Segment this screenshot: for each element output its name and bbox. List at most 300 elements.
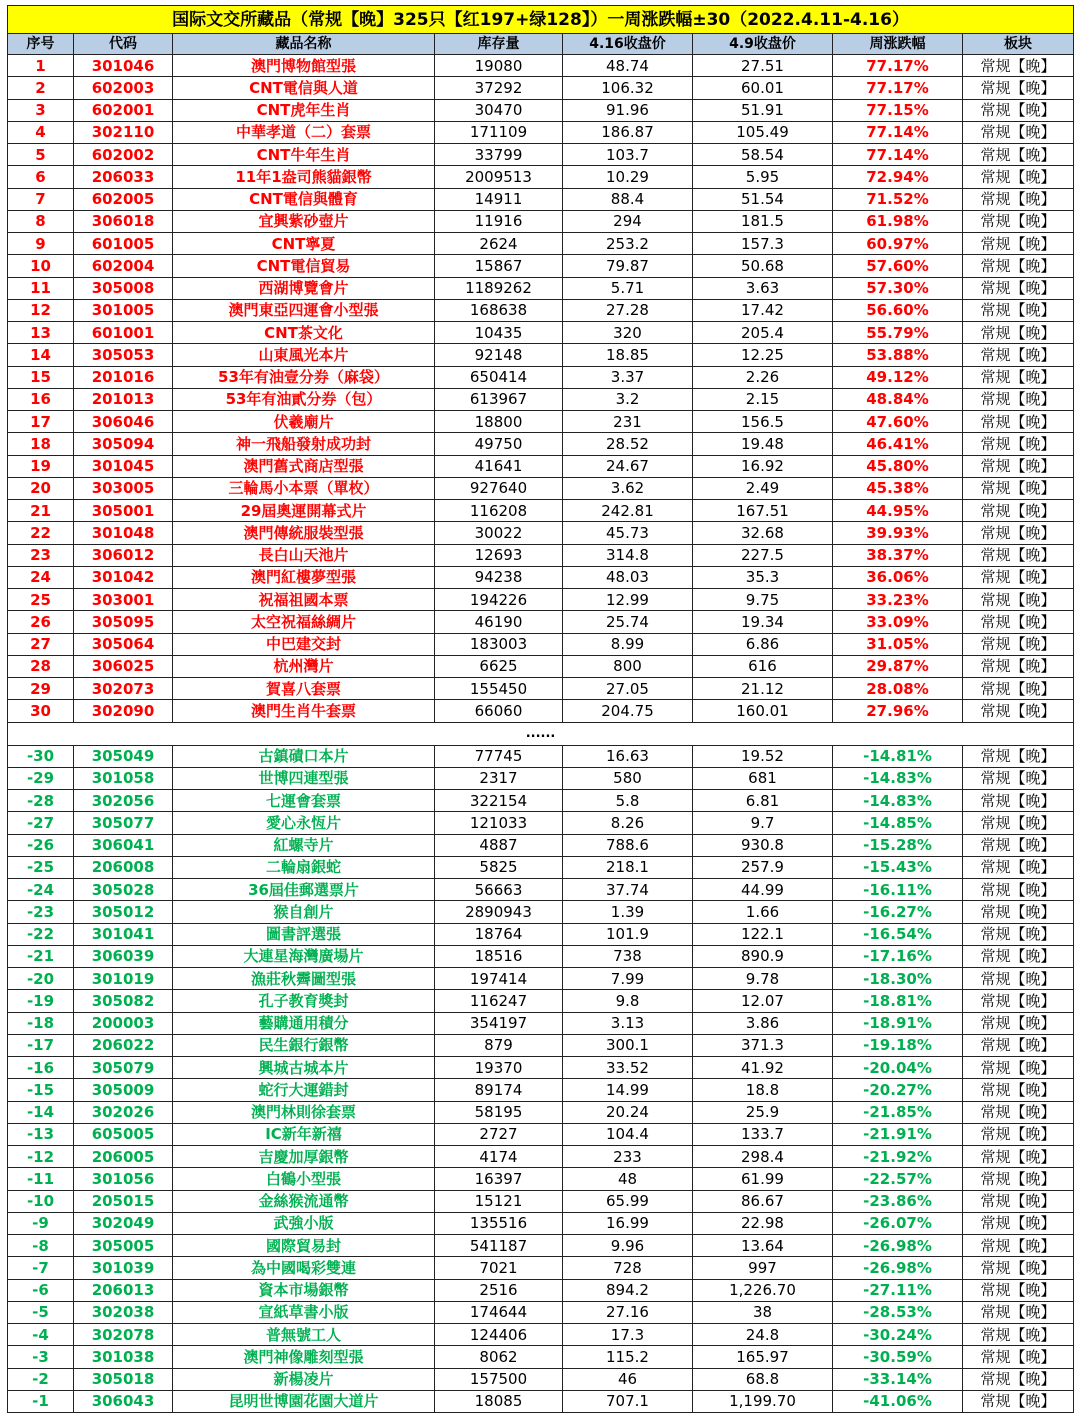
cell-stock: 66060 [435,700,563,722]
cell-chg: -16.54% [833,923,963,945]
table-row [8,366,1074,388]
cell-rank: -14 [8,1101,74,1123]
cell-code: 301056 [74,1168,173,1190]
cell-rank: 2 [8,77,74,99]
cell-p1: 3.2 [563,388,693,410]
cell-name: 澳門紅樓夢型張 [173,566,435,588]
cell-board: 常规【晚】 [963,655,1074,677]
cell-board: 常规【晚】 [963,55,1074,77]
cell-rank: -23 [8,901,74,923]
cell-code: 306046 [74,411,173,433]
table-row [8,277,1074,299]
cell-p2: 12.25 [693,344,833,366]
cell-chg: -15.28% [833,834,963,856]
cell-chg: 48.84% [833,388,963,410]
cell-p2: 50.68 [693,255,833,277]
cell-rank: 23 [8,544,74,566]
cell-rank: -28 [8,790,74,812]
cell-p2: 24.8 [693,1324,833,1346]
cell-p2: 38 [693,1301,833,1323]
cell-stock: 5825 [435,856,563,878]
cell-name: 澳門東亞四運會小型張 [173,299,435,321]
cell-p1: 314.8 [563,544,693,566]
cell-chg: -30.59% [833,1346,963,1368]
cell-board: 常规【晚】 [963,99,1074,121]
cell-stock: 124406 [435,1324,563,1346]
cell-code: 306025 [74,655,173,677]
cell-p2: 61.99 [693,1168,833,1190]
cell-chg: 38.37% [833,544,963,566]
cell-stock: 116208 [435,500,563,522]
cell-p2: 681 [693,767,833,789]
cell-name: 西湖博覽會片 [173,277,435,299]
table-row [8,1390,1074,1412]
cell-p2: 157.3 [693,233,833,255]
cell-chg: -33.14% [833,1368,963,1390]
cell-p2: 6.81 [693,790,833,812]
cell-p1: 5.71 [563,277,693,299]
table-row [8,1146,1074,1168]
cell-name: 祝福祖國本票 [173,589,435,611]
cell-code: 206033 [74,166,173,188]
cell-p1: 242.81 [563,500,693,522]
table-row [8,1101,1074,1123]
cell-name: 蛇行大運錯封 [173,1079,435,1101]
cell-code: 601005 [74,233,173,255]
cell-code: 301041 [74,923,173,945]
cell-stock: 194226 [435,589,563,611]
cell-rank: -5 [8,1301,74,1323]
cell-code: 305064 [74,633,173,655]
cell-board: 常规【晚】 [963,990,1074,1012]
cell-stock: 33799 [435,144,563,166]
cell-code: 301058 [74,767,173,789]
cell-rank: -22 [8,923,74,945]
cell-p2: 12.07 [693,990,833,1012]
cell-p2: 60.01 [693,77,833,99]
cell-code: 306041 [74,834,173,856]
cell-stock: 879 [435,1034,563,1056]
table-row [8,990,1074,1012]
cell-code: 305053 [74,344,173,366]
cell-p1: 33.52 [563,1057,693,1079]
cell-board: 常规【晚】 [963,945,1074,967]
cell-name: 中巴建交封 [173,633,435,655]
table-row [8,1057,1074,1079]
cell-board: 常规【晚】 [963,277,1074,299]
cell-stock: 7021 [435,1257,563,1279]
cell-stock: 16397 [435,1168,563,1190]
cell-board: 常规【晚】 [963,366,1074,388]
cell-rank: 1 [8,55,74,77]
cell-p1: 10.29 [563,166,693,188]
table-row [8,77,1074,99]
cell-rank: -26 [8,834,74,856]
cell-rank: -29 [8,767,74,789]
cell-rank: 25 [8,589,74,611]
cell-code: 601001 [74,322,173,344]
cell-name: 53年有油貳分券（包） [173,388,435,410]
cell-p1: 45.73 [563,522,693,544]
cell-chg: -14.83% [833,790,963,812]
cell-name: 興城古城本片 [173,1057,435,1079]
separator-body [8,722,1074,745]
cell-code: 301048 [74,522,173,544]
cell-p1: 233 [563,1146,693,1168]
cell-stock: 157500 [435,1368,563,1390]
cell-name: CNT電信與體育 [173,188,435,210]
cell-name: 29屆奧運開幕式片 [173,500,435,522]
table-row [8,655,1074,677]
cell-p2: 3.86 [693,1012,833,1034]
cell-p2: 9.78 [693,968,833,990]
cell-chg: -20.27% [833,1079,963,1101]
cell-chg: -20.04% [833,1057,963,1079]
cell-rank: -18 [8,1012,74,1034]
cell-name: CNT牛年生肖 [173,144,435,166]
cell-chg: -14.85% [833,812,963,834]
cell-p2: 44.99 [693,879,833,901]
cell-p2: 51.91 [693,99,833,121]
cell-p2: 156.5 [693,411,833,433]
cell-rank: 28 [8,655,74,677]
cell-board: 常规【晚】 [963,812,1074,834]
cell-p2: 17.42 [693,299,833,321]
table-row [8,1034,1074,1056]
cell-rank: -25 [8,856,74,878]
cell-name: 為中國喝彩雙連 [173,1257,435,1279]
cell-board: 常规【晚】 [963,790,1074,812]
cell-p2: 133.7 [693,1123,833,1145]
cell-p2: 1.66 [693,901,833,923]
cell-rank: 5 [8,144,74,166]
cell-chg: 56.60% [833,299,963,321]
cell-chg: -14.83% [833,767,963,789]
table-row [8,322,1074,344]
cell-rank: 7 [8,188,74,210]
cell-p1: 103.7 [563,144,693,166]
cell-board: 常规【晚】 [963,566,1074,588]
cell-code: 301046 [74,55,173,77]
cell-name: 民生銀行銀幣 [173,1034,435,1056]
cell-board: 常规【晚】 [963,411,1074,433]
cell-stock: 2516 [435,1279,563,1301]
cell-board: 常规【晚】 [963,1168,1074,1190]
cell-chg: 71.52% [833,188,963,210]
cell-p1: 27.28 [563,299,693,321]
cell-name: 伏羲廟片 [173,411,435,433]
cell-stock: 197414 [435,968,563,990]
table-row [8,299,1074,321]
cell-name: 三輪馬小本票（單枚） [173,477,435,499]
cell-rank: 4 [8,121,74,143]
cell-chg: -27.11% [833,1279,963,1301]
cell-name: 36屆佳郵選票片 [173,879,435,901]
cell-code: 206022 [74,1034,173,1056]
table-row [8,1190,1074,1212]
cell-rank: 15 [8,366,74,388]
cell-p2: 2.15 [693,388,833,410]
cell-stock: 650414 [435,366,563,388]
cell-code: 301019 [74,968,173,990]
cell-code: 302056 [74,790,173,812]
cell-p2: 27.51 [693,55,833,77]
cell-name: 太空祝福絲綢片 [173,611,435,633]
cell-p2: 13.64 [693,1235,833,1257]
header-stock: 库存量 [435,34,563,55]
cell-chg: 28.08% [833,678,963,700]
cell-p2: 160.01 [693,700,833,722]
cell-p2: 25.9 [693,1101,833,1123]
cell-p1: 14.99 [563,1079,693,1101]
cell-rank: 22 [8,522,74,544]
cell-chg: -21.85% [833,1101,963,1123]
cell-chg: 49.12% [833,366,963,388]
table-row [8,121,1074,143]
cell-chg: -18.81% [833,990,963,1012]
cell-p1: 27.16 [563,1301,693,1323]
cell-p1: 48.74 [563,55,693,77]
cell-chg: -26.98% [833,1235,963,1257]
cell-rank: -16 [8,1057,74,1079]
cell-p2: 41.92 [693,1057,833,1079]
title-row [8,6,1074,34]
cell-p2: 167.51 [693,500,833,522]
cell-p2: 19.34 [693,611,833,633]
cell-stock: 11916 [435,210,563,232]
cell-p2: 68.8 [693,1368,833,1390]
cell-rank: 16 [8,388,74,410]
cell-p2: 105.49 [693,121,833,143]
header-rank: 序号 [8,34,74,55]
cell-board: 常规【晚】 [963,1257,1074,1279]
cell-name: 長白山天池片 [173,544,435,566]
cell-chg: 45.38% [833,477,963,499]
cell-chg: -18.30% [833,968,963,990]
cell-p1: 9.8 [563,990,693,1012]
cell-board: 常规【晚】 [963,500,1074,522]
cell-p1: 3.62 [563,477,693,499]
cell-stock: 10435 [435,322,563,344]
cell-chg: 57.60% [833,255,963,277]
cell-stock: 168638 [435,299,563,321]
cell-name: 二輪扇銀蛇 [173,856,435,878]
cell-name: 賀喜八套票 [173,678,435,700]
cell-code: 305082 [74,990,173,1012]
table-row [8,210,1074,232]
top-gainers-body [8,55,1074,723]
cell-board: 常规【晚】 [963,121,1074,143]
cell-board: 常规【晚】 [963,767,1074,789]
cell-chg: -30.24% [833,1324,963,1346]
cell-code: 303001 [74,589,173,611]
cell-name: CNT虎年生肖 [173,99,435,121]
cell-stock: 6625 [435,655,563,677]
separator-ellipsis: ...... [8,722,1074,745]
cell-name: 猴自創片 [173,901,435,923]
cell-p1: 5.8 [563,790,693,812]
cell-code: 602004 [74,255,173,277]
table-title: 国际文交所藏品（常规【晚】325只【红197+绿128】）一周涨跌幅±30（2022.4.11-4.16） [8,6,1074,34]
cell-board: 常规【晚】 [963,388,1074,410]
cell-p2: 19.52 [693,745,833,767]
cell-board: 常规【晚】 [963,879,1074,901]
cell-board: 常规【晚】 [963,1390,1074,1412]
table-row [8,255,1074,277]
cell-code: 305094 [74,433,173,455]
cell-stock: 541187 [435,1235,563,1257]
cell-code: 305009 [74,1079,173,1101]
cell-p1: 65.99 [563,1190,693,1212]
cell-stock: 30022 [435,522,563,544]
cell-board: 常规【晚】 [963,1034,1074,1056]
table-row [8,1212,1074,1234]
cell-stock: 116247 [435,990,563,1012]
cell-name: 新楊凌片 [173,1368,435,1390]
cell-board: 常规【晚】 [963,1101,1074,1123]
cell-p1: 186.87 [563,121,693,143]
cell-rank: -24 [8,879,74,901]
cell-p1: 88.4 [563,188,693,210]
cell-name: 紅螺寺片 [173,834,435,856]
table-row [8,1123,1074,1145]
table-row [8,945,1074,967]
cell-p2: 930.8 [693,834,833,856]
cell-board: 常规【晚】 [963,1368,1074,1390]
cell-chg: 72.94% [833,166,963,188]
cell-code: 301005 [74,299,173,321]
cell-p2: 35.3 [693,566,833,588]
cell-rank: -8 [8,1235,74,1257]
cell-p2: 122.1 [693,923,833,945]
cell-p2: 3.63 [693,277,833,299]
cell-stock: 19370 [435,1057,563,1079]
cell-board: 常规【晚】 [963,455,1074,477]
cell-p1: 48.03 [563,566,693,588]
table-row [8,633,1074,655]
cell-chg: 33.23% [833,589,963,611]
table-row [8,1235,1074,1257]
cell-chg: 45.80% [833,455,963,477]
cell-rank: 3 [8,99,74,121]
table-row [8,1012,1074,1034]
cell-chg: -16.11% [833,879,963,901]
cell-stock: 58195 [435,1101,563,1123]
table-row [8,589,1074,611]
cell-name: 中華孝道（二）套票 [173,121,435,143]
cell-code: 205015 [74,1190,173,1212]
cell-stock: 121033 [435,812,563,834]
cell-p1: 3.13 [563,1012,693,1034]
cell-p2: 9.75 [693,589,833,611]
cell-chg: -26.07% [833,1212,963,1234]
cell-name: 白鶴小型張 [173,1168,435,1190]
cell-rank: 19 [8,455,74,477]
cell-chg: 46.41% [833,433,963,455]
table-row [8,1079,1074,1101]
cell-chg: 60.97% [833,233,963,255]
cell-p2: 51.54 [693,188,833,210]
cell-p1: 12.99 [563,589,693,611]
cell-name: CNT電信與人道 [173,77,435,99]
cell-code: 605005 [74,1123,173,1145]
cell-rank: -20 [8,968,74,990]
cell-rank: -6 [8,1279,74,1301]
cell-rank: 12 [8,299,74,321]
cell-stock: 171109 [435,121,563,143]
cell-rank: -15 [8,1079,74,1101]
table-row [8,566,1074,588]
cell-code: 301042 [74,566,173,588]
cell-p2: 18.8 [693,1079,833,1101]
cell-code: 200003 [74,1012,173,1034]
cell-code: 305095 [74,611,173,633]
cell-p2: 616 [693,655,833,677]
cell-name: 山東風光本片 [173,344,435,366]
cell-board: 常规【晚】 [963,210,1074,232]
cell-p1: 728 [563,1257,693,1279]
cell-chg: 77.17% [833,55,963,77]
cell-stock: 2727 [435,1123,563,1145]
table-row [8,55,1074,77]
cell-name: 圖書評選張 [173,923,435,945]
cell-stock: 174644 [435,1301,563,1323]
cell-p1: 788.6 [563,834,693,856]
cell-stock: 77745 [435,745,563,767]
cell-rank: 30 [8,700,74,722]
cell-name: 國際貿易封 [173,1235,435,1257]
cell-name: 武強小版 [173,1212,435,1234]
cell-p1: 8.26 [563,812,693,834]
cell-rank: 8 [8,210,74,232]
cell-code: 201016 [74,366,173,388]
cell-p1: 218.1 [563,856,693,878]
table-row [8,1257,1074,1279]
top-losers-body [8,745,1074,1413]
cell-p1: 91.96 [563,99,693,121]
cell-board: 常规【晚】 [963,1212,1074,1234]
cell-stock: 92148 [435,344,563,366]
cell-chg: -41.06% [833,1390,963,1412]
cell-p1: 320 [563,322,693,344]
cell-p1: 800 [563,655,693,677]
cell-rank: 21 [8,500,74,522]
cell-p1: 300.1 [563,1034,693,1056]
cell-chg: 31.05% [833,633,963,655]
cell-code: 306018 [74,210,173,232]
separator-row [8,722,1074,745]
header-weekly-change: 周涨跌幅 [833,34,963,55]
cell-p1: 231 [563,411,693,433]
table-row [8,477,1074,499]
cell-rank: -21 [8,945,74,967]
cell-chg: 77.17% [833,77,963,99]
cell-name: 澳門神像雕刻型張 [173,1346,435,1368]
cell-p2: 227.5 [693,544,833,566]
cell-rank: 9 [8,233,74,255]
table-row [8,344,1074,366]
cell-chg: 57.30% [833,277,963,299]
cell-name: 吉慶加厚銀幣 [173,1146,435,1168]
table-row [8,834,1074,856]
cell-p2: 298.4 [693,1146,833,1168]
cell-rank: 11 [8,277,74,299]
cell-code: 206013 [74,1279,173,1301]
cell-rank: 24 [8,566,74,588]
cell-board: 常规【晚】 [963,433,1074,455]
cell-p1: 25.74 [563,611,693,633]
cell-code: 301039 [74,1257,173,1279]
